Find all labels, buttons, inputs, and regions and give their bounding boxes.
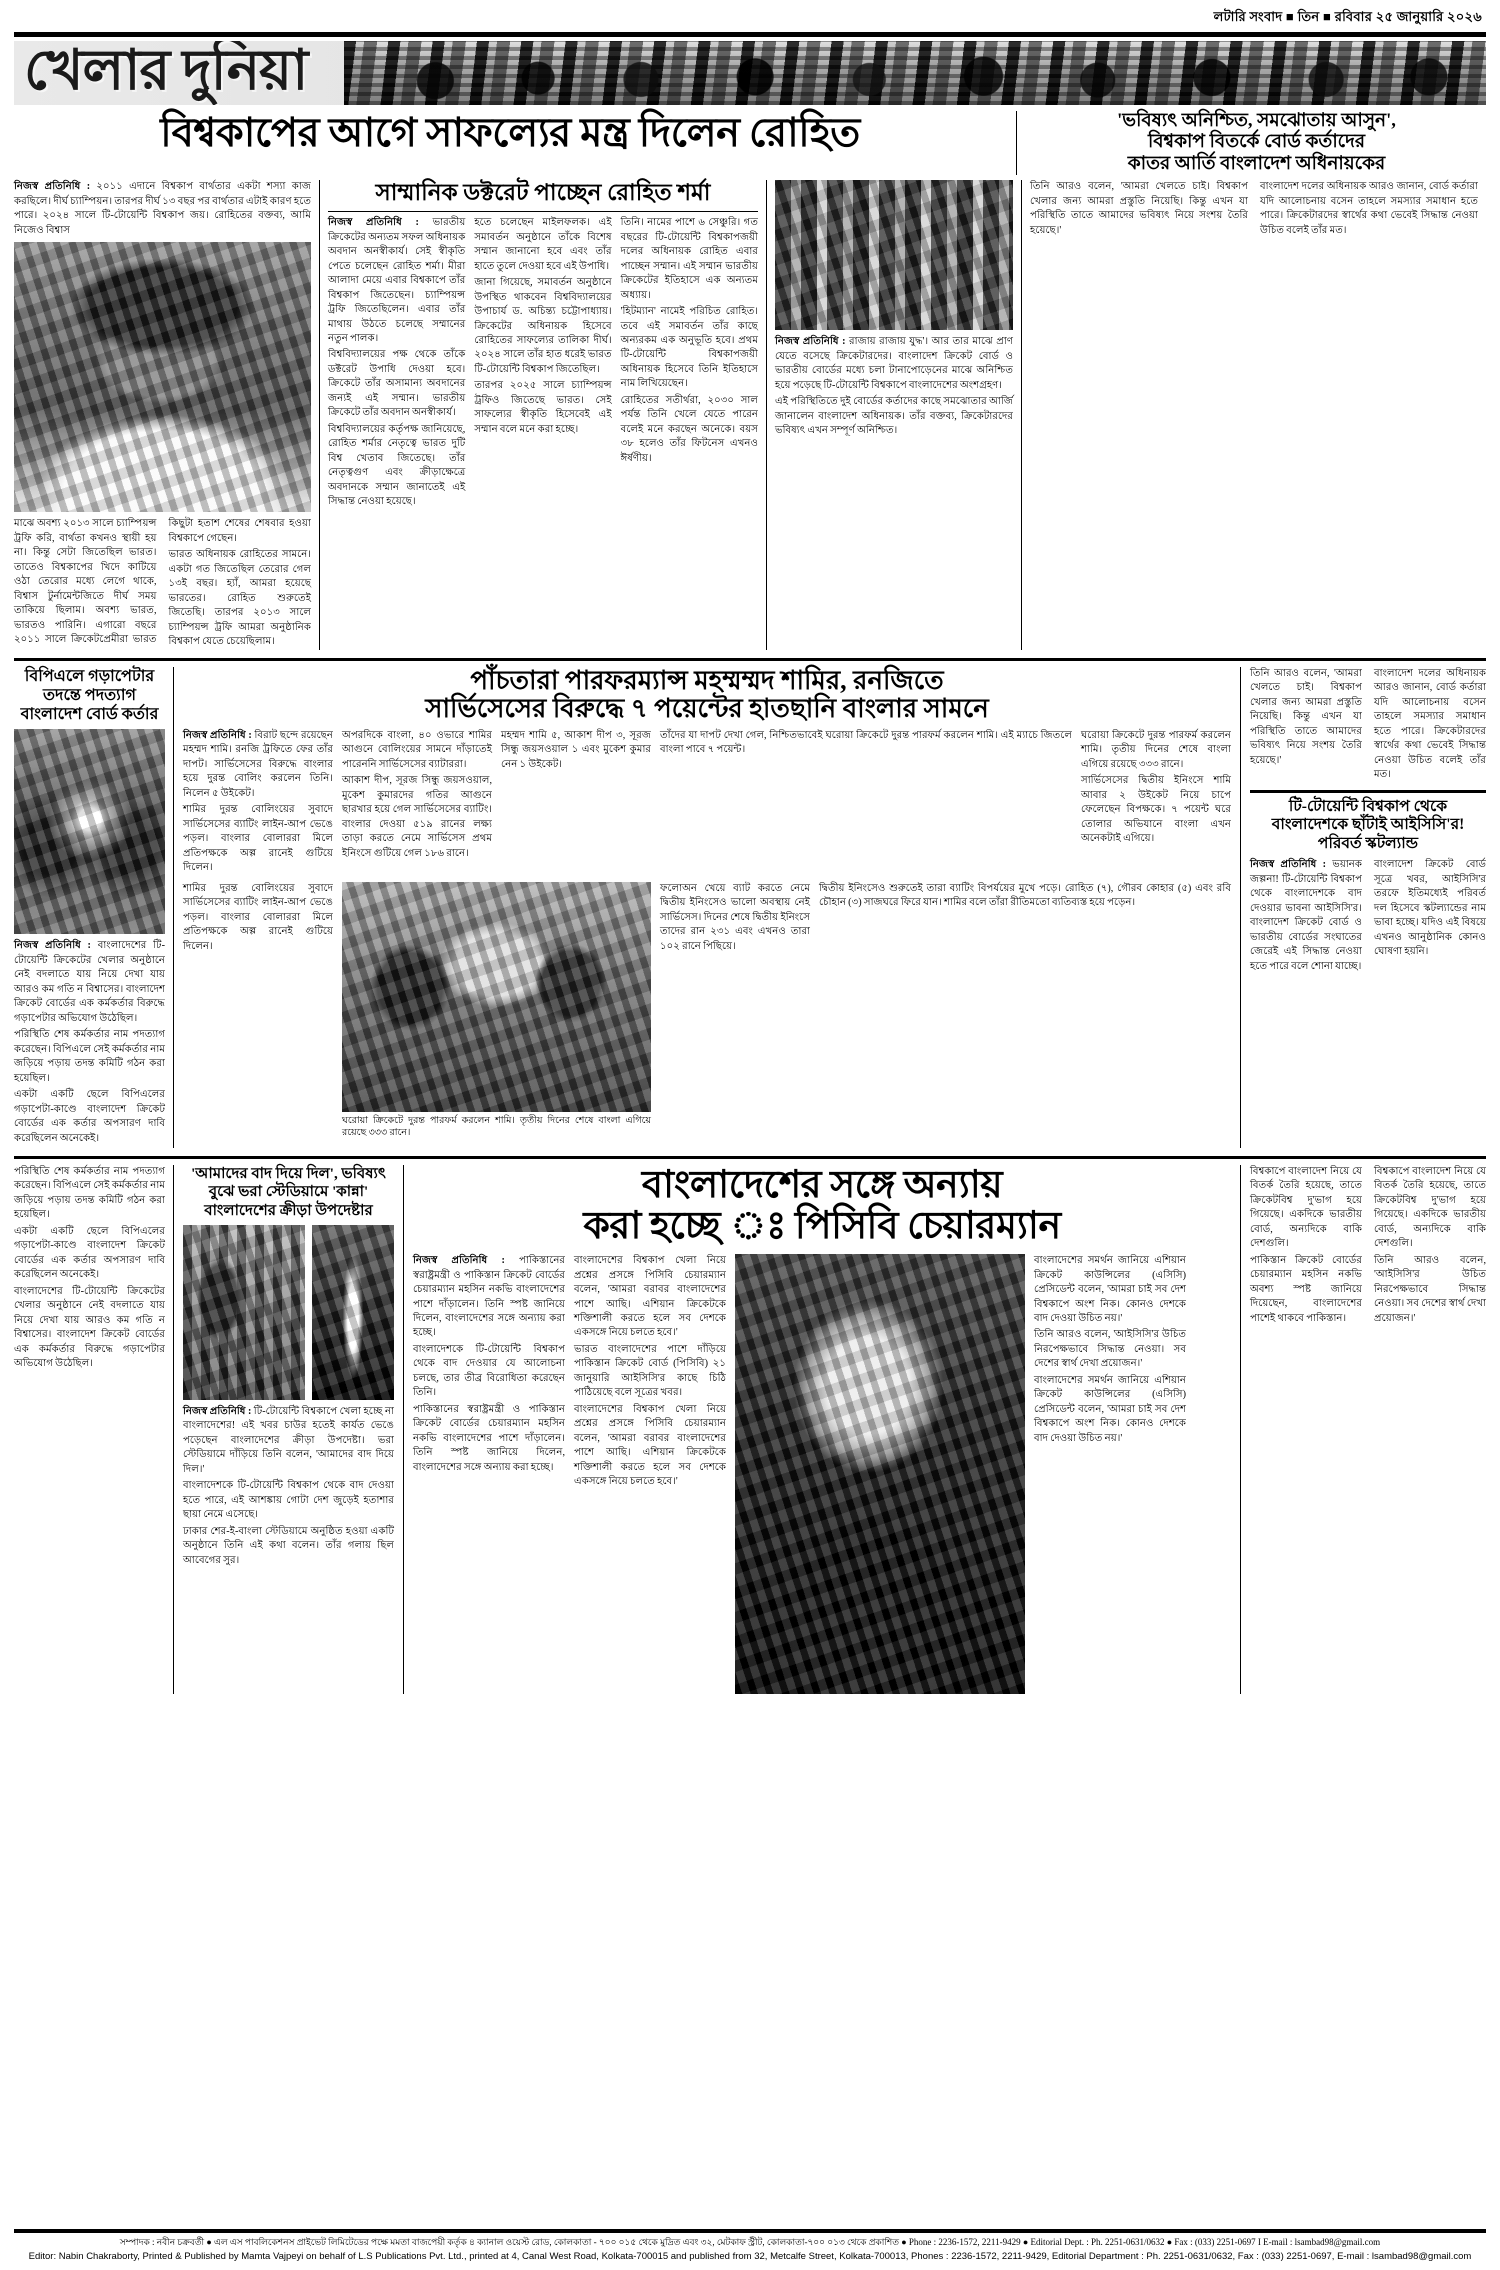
bpl-body-2: একটা একটি ছেলে বিপিএলের গড়াপেটা-কাণ্ডে বাংলাদেশ ক্রিকেট বোর্ডের এক কর্তার অপসারণ দাবি করেছিলেন অনেকেই। xyxy=(14,1089,165,1144)
bpl-cont-2: বাংলাদেশের টি-টোয়েন্টি ক্রিকেটের খেলার অনুষ্ঠানে নেই বদলাতে যায় নিয়ে দেখা যায় আরও কম গতি ন বিশ্বাসের। বাংলাদেশ ক্রিকেট বোর্ডের এক কর্মকর্তার বিরুদ্ধে গড়াপেটার অভিযোগ উঠেছিল। xyxy=(14,1285,165,1370)
worldcup-trophy-photo xyxy=(312,1225,394,1400)
pcb-c1-p2: বাংলাদেশের বিশ্বকাপ খেলা নিয়ে প্রশ্নের প্রসঙ্গে পিসিবি চেয়ারম্যান বলেন, 'আমরা বরাবর বাংলাদেশের পাশে আছি। এশিয়ান ক্রিকেটকে শক্তিশালী করতে হলে সব দেশকে একসঙ্গে নিয়ে চলতে হবে।' xyxy=(574,1403,726,1488)
right-quote-c0-p1: এই পরিস্থিতিতে দুই বোর্ডের কর্তাদের কাছে সমঝোতার আর্জি জানালেন বাংলাদেশ অধিনায়ক। তাঁর বক্তব্য, ক্রিকেটারদের ভবিষ্যৎ এখন সম্পূর্ণ অনিশ্চিত। xyxy=(775,396,1013,437)
shami-c0-p1: শামির দুরন্ত বোলিংয়ের সুবাদে সার্ভিসেসের ব্যাটিং লাইন-আপ ভেঙে পড়ল। বাংলার বোলাররা মিলে প্রতিপক্ষকে অল্প রানেই গুটিয়ে দিলেন। xyxy=(183,804,333,874)
doctorate-c0-p0: ভারতীয় ক্রিকেটের অন্যতম সফল অধিনায়ক অবদান অনস্বীকার্য। সেই স্বীকৃতি পেতে চলেছেন রোহিত শর্মা। মীরা আলাদা মেয়ে এবার বিশ্বকাপে তাঁর বিশ্বকাপ জিতেছেন। চ্যাম্পিয়ন্স ট্রফি জিতেছিলেন। এবার তাঁর মাথায় উঠতে চলেছে সম্মানের নতুন পালক। xyxy=(328,217,466,344)
right-quote-c1-p1: বাংলাদেশ দলের অধিনায়ক আরও জানান, বোর্ড কর্তারা যদি আলোচনায় বসেন তাহলে সমস্যার সমাধান হতে পারে। ক্রিকেটারদের স্বার্থের কথা ভেবেই সিদ্ধান্ত নেওয়া উচিত বলেই তাঁর মত। xyxy=(1260,181,1478,236)
advisor-byline: নিজস্ব প্রতিনিধি : xyxy=(183,1405,252,1417)
advisor-story xyxy=(174,1165,404,1694)
pcb-col-0 xyxy=(413,1254,565,1694)
pcb-col-2 xyxy=(1034,1254,1186,1694)
pcb-c1-p1: ভারত বাংলাদেশের পাশে দাঁড়িয়ে পাকিস্তান ক্রিকেট বোর্ড (পিসিবি) ২১ জানুয়ারি আইসিসি'র কাছে চিঠি পাঠিয়েছে বলে সূত্রের খবর। xyxy=(574,1343,726,1399)
pcb-c0-p2: পাকিস্তানের স্বরাষ্ট্রমন্ত্রী ও পাকিস্তান ক্রিকেট বোর্ডের চেয়ারম্যান মহসিন নকভি বাংলাদেশের পাশে দাঁড়ালেন। তিনি স্পষ্ট জানিয়ে দিলেন, বাংলাদেশের সঙ্গে অন্যায় করা হচ্ছে। xyxy=(413,1403,565,1473)
advisor-headline-line2: বুঝে ভরা স্টেডিয়ামে 'কান্না' xyxy=(208,1184,369,1201)
lead-body-0: মাঝে অবশ্য ২০১৩ সালে চ্যাম্পিয়ন্স ট্রফি করি, বার্থতা কখনও স্থায়ী হয় না। কিন্তু সেটা জিতেছিল ভারত। তাতেও বিশ্বকাপের খিদে কাটিয়ে ওঠা তেরোর মধ্যে লেগে থাকে, বিশ্বাস টুর্নামেন্টজিতে দীর্ঘ সময় তাকিয়ে ছিলাম। অবশ্য ভারত, ভারতও পারিনি। এগারো বছরে ২০১১ সালে ক্রিকেটপ্রেমীরা ভারত কিছুটা হতাশ শেষের শেষবার হওয়া বিশ্বকাপে গেছেন। xyxy=(14,518,311,646)
doctorate-c0-p1: বিশ্ববিদ্যালয়ের পক্ষ থেকে তাঁকে ডক্টরেট উপাধি দেওয়া হবে। ক্রিকেটে তাঁর অসামান্য অবদানের জন্যই এই সম্মান। ভারতীয় ক্রিকেটে তাঁর অবদান অনস্বীকার্য। xyxy=(328,349,466,419)
bottom-left-column xyxy=(14,1165,174,1694)
dateline: লটারি সংবাদ ■ তিন ■ রবিবার ২৫ জানুয়ারি ২০২৬ xyxy=(1213,9,1482,24)
shami-c2-extra: ফলোঅন খেয়ে ব্যাট করতে নেমে দ্বিতীয় ইনিংসেও ভালো অবস্থায় নেই সার্ভিসেস। দিনের শেষে দ্বিতীয় ইনিংসে তাদের রান ২৩১ এবং এখনও তারা ১০২ রানে পিছিয়ে। xyxy=(660,882,810,952)
doctorate-story-column xyxy=(319,180,767,649)
shami-c0-p0: বিরাট ছন্দে রয়েছেন মহম্মদ শামি। রনজি ট্রফিতে ফের তাঁর দাপট। সার্ভিসেসের বিরুদ্ধে বাংলার হয়ে দুরন্ত বোলিং করলেন তিনি। নিলেন ৫ উইকেট। xyxy=(183,729,333,799)
t20-body-1: বাংলাদেশ ক্রিকেট বোর্ড সূত্রে খবর, আইসিসি'র তরফে ইতিমধ্যেই পরিবর্ত দল হিসেবে স্কটল্যান্ডের নাম ভাবা হচ্ছে। যদিও এই বিষয়ে এখনও আনুষ্ঠানিক কোনও ঘোষণা হয়নি। xyxy=(1374,859,1486,958)
doctorate-c1-p0: হতে চলেছেন মাইলফলক। এই সমাবর্তন অনুষ্ঠানে তাঁকে বিশেষ সম্মান জানানো হবে এবং তাঁর হাতে তুলে দেওয়া হবে এই উপাধি। xyxy=(474,217,612,272)
shami-col-1 xyxy=(342,729,492,878)
pcb-far-right-column xyxy=(1240,1165,1486,1694)
shami-story xyxy=(174,667,1240,1148)
shami-c3-p0: তাঁদের যা দাপট দেখা গেল, নিশ্চিতভাবেই ঘরোয়া ক্রিকেটে দুরন্ত পারফর্ম করলেন শামি। এই ম্যাচে জিতলে বাংলা পাবে ৭ পয়েন্ট। xyxy=(660,729,1072,756)
shami-col-3 xyxy=(660,729,1072,774)
footer-bengali: সম্পাদক : নবীন চক্রবর্তী ● এল এস পাবলিকেশনস প্রাইভেট লিমিটেডের পক্ষে মমতা বাজপেয়ী কর্তৃক ৪ ক্যানাল ওয়েস্ট রোড, কোলকাতা - ৭০০ ০১৫ থেকে মুদ্রিত এবং ৩২, মেটকাফ স্ট্রীট, কোলকাতা-৭০০ ০১৩ থেকে প্রকাশিত ● Phone : 2236-1572, 2211-9429 ● Editorial Dept. : Ph. 2251-0631/0632 ● Fax : (033) 2251-0697 I E-mail : lsambad98@gmail.com xyxy=(119,2237,1381,2248)
shami-c0-extra: শামির দুরন্ত বোলিংয়ের সুবাদে সার্ভিসেসের ব্যাটিং লাইন-আপ ভেঙে পড়ল। বাংলার বোলাররা মিলে প্রতিপক্ষকে অল্প রানেই গুটিয়ে দিলেন। xyxy=(183,882,333,952)
bpl-byline: নিজস্ব প্রতিনিধি : xyxy=(14,940,91,952)
bpl-sidebar xyxy=(14,667,174,1148)
advisor-headline-line3: বাংলাদেশের ক্রীড়া উপদেষ্টার xyxy=(204,1202,373,1219)
lead-story-column xyxy=(14,180,319,649)
shami-c4-p0: ঘরোয়া ক্রিকেটে দুরন্ত পারফর্ম করলেন শামি। তৃতীয় দিনের শেষে বাংলা এগিয়ে রয়েছে ৩৩৩ রানে। xyxy=(1081,729,1231,770)
t20-sidebar-rule xyxy=(1250,790,1486,975)
pcb-photo-block xyxy=(735,1254,1025,1694)
bpl-cont-1: একটা একটি ছেলে বিপিএলের গড়াপেটা-কাণ্ডে বাংলাদেশ ক্রিকেট বোর্ডের এক কর্তার অপসারণ দাবি করেছিলেন অনেকেই। xyxy=(14,1225,165,1281)
shami-byline: নিজস্ব প্রতিনিধি : xyxy=(183,729,252,741)
pcb-col-1 xyxy=(574,1254,726,1694)
bpl-cont-0: পরিস্থিতি শেষ কর্মকর্তার নাম পদত্যাগ করেছেন। বিপিএলে সেই কর্মকর্তার নাম জড়িয়ে পড়ায় তদন্ত কমিটি গঠন করা হয়েছিল। xyxy=(14,1166,165,1221)
footer-english: Editor: Nabin Chakraborty, Printed & Published by Mamta Vajpeyi on behalf of L.S Publications Pvt. Ltd., printed at 4, Canal West Road, Kolkata-700015 and published from 32, Metcalfe Street, Kolkata-700013, Phones : 2236-1572, 2211-9429, Editorial Department : Ph. 2251-0631/0632, Fax : (033) 2251-0697, E-mail : lsambad98@gmail.com xyxy=(28,2250,1472,2262)
shami-c4-p1: সার্ভিসেসের দ্বিতীয় ইনিংসে শামি আবার ২ উইকেট নিয়ে চাপে ফেলেছেন বিপক্ষকে। ৭ পয়েন্ট ঘরে তোলার অভিযানে বাংলা এখন অনেকটাই এগিয়ে। xyxy=(1081,775,1231,845)
bpl-trophy-photo xyxy=(14,729,165,934)
shami-col-4 xyxy=(1081,729,1231,878)
pcb-c0-p0: পাকিস্তানের স্বরাষ্ট্রমন্ত্রী ও পাকিস্তান ক্রিকেট বোর্ডের চেয়ারম্যান মহসিন নকভি বাংলাদেশের পাশে দাঁড়ালেন। তিনি স্পষ্ট জানিয়ে দিলেন, বাংলাদেশের সঙ্গে অন্যায় করা হচ্ছে। xyxy=(413,1255,566,1339)
doctorate-c2-p0: তিনি। নামের পাশে ৬ সেঞ্চুরি। গত বছরের টি-টোয়েন্টি বিশ্বকাপজয়ী দলের অধিনায়ক রোহিত এবার পাচ্ছেন সম্মান। এই সম্মান ভারতীয় ক্রিকেটের ইতিহাসে এক অন্যতম অধ্যায়। xyxy=(620,217,758,301)
bpl-headline: বিপিএলে গড়াপেটার তদন্তে পদত্যাগ বাংলাদেশ বোর্ড কর্তার xyxy=(20,667,159,724)
right-quote-c1-p0: তিনি আরও বলেন, 'আমরা খেলতে চাই। বিশ্বকাপ খেলার জন্য আমরা প্রস্তুতি নিয়েছি। কিন্তু এখন যা পরিস্থিতি তাতে আমাদের ভবিষ্যৎ নিয়ে সংশয় তৈরি হয়েছে।' xyxy=(1030,181,1248,236)
pcb-c3-p1: পাকিস্তান ক্রিকেট বোর্ডের চেয়ারম্যান মহসিন নকভি অবশ্য স্পষ্ট জানিয়ে দিয়েছেন, বাংলাদেশের পাশেই থাকবে পাকিস্তান। xyxy=(1250,1254,1362,1324)
pcb-byline: নিজস্ব প্রতিনিধি : xyxy=(413,1255,505,1267)
dateline-rule xyxy=(14,32,1486,37)
bangladesh-team-photo xyxy=(775,180,1013,330)
pcb-c0-p1: বাংলাদেশকে টি-টোয়েন্টি বিশ্বকাপ থেকে বাদ দেওয়ার যে আলোচনা চলছে, তার তীব্র বিরোধিতা করেছেন তিনি। xyxy=(413,1343,565,1399)
t20-headline: টি-টোয়েন্টি বিশ্বকাপ থেকে বাংলাদেশকে ছাঁটাই আইসিসি'র! পরিবর্ত স্কটল্যান্ড xyxy=(1271,797,1465,852)
shami-headline-line2: সার্ভিসেসের বিরুদ্ধে ৭ পয়েন্টের হাতছানি বাংলার সামনে xyxy=(425,693,989,723)
t20-byline: নিজস্ব প্রতিনিধি : xyxy=(1250,859,1326,871)
shami-photo-caption: ঘরোয়া ক্রিকেটে দুরন্ত পারফর্ম করলেন শামি। তৃতীয় দিনের শেষে বাংলা এগিয়ে রয়েছে ৩৩৩ রানে। xyxy=(342,1115,651,1139)
shami-col-2 xyxy=(501,729,651,774)
masthead-banner-photo xyxy=(344,41,1486,105)
right-quote-headline-line3: কাতর আর্তি বাংলাদেশ অধিনায়কের xyxy=(1127,153,1386,174)
masthead xyxy=(14,41,1486,105)
doctorate-rule xyxy=(328,211,758,212)
pcb-c2-p1: তিনি আরও বলেন, 'আইসিসি'র উচিত নিরপেক্ষভাবে সিদ্ধান্ত নেওয়া। সব দেশের স্বার্থ দেখা প্রয়োজন।' xyxy=(1034,1329,1186,1370)
bpl-body-1: পরিস্থিতি শেষ কর্মকর্তার নাম পদত্যাগ করেছেন। বিপিএলে সেই কর্মকর্তার নাম জড়িয়ে পড়ায় তদন্ত কমিটি গঠন করা হয়েছিল। xyxy=(14,1029,165,1084)
right-quote-headline-line2: বিশ্বকাপ বিতর্কে বোর্ড কর্তাদের xyxy=(1147,132,1366,153)
shami-c2-p0: মহম্মদ শামি ৫, আকাশ দীপ ৩, সূরজ সিন্ধু জয়সওয়াল ১ এবং মুকেশ কুমার নেন ১ উইকেট। xyxy=(501,729,651,770)
lead-intro: ২০১১ এদানে বিশ্বকাপ বার্থতার একটা শস্যা কাজ করছিলে। দীর্ঘ চ্যাম্পিয়ন। তারপর দীর্ঘ ১৩ বছর পর বার্থতার এটাই কারণ হতে পারে। ২০২৪ সালে টি-টোয়েন্টি বিশ্বকাপ জয়। রোহিতের বক্তব্য, আমি নিজেও বিশ্বাস xyxy=(14,181,311,236)
doctorate-headline: সাম্মানিক ডক্টরেট পাচ্ছেন রোহিত শর্মা xyxy=(375,180,711,206)
advisor-body-2: ঢাকার শের-ই-বাংলা স্টেডিয়ামে অনুষ্ঠিত হওয়া একটি অনুষ্ঠানে তিনি এই কথা বলেন। তাঁর গলায় ছিল আবেগের সুর। xyxy=(183,1525,394,1566)
shami-c1-p1: আকাশ দীপ, সূরজ সিন্ধু জয়সওয়াল, মুকেশ কুমারদের গতির আগুনে ছারখার হয়ে গেল সার্ভিসেসের ব্যাটিং। বাংলার দেওয়া ৫১৯ রানের লক্ষ্য তাড়া করতে নেমে সার্ভিসেস প্রথম ইনিংসে গুটিয়ে গেল ১৮৬ রানে। xyxy=(342,775,492,859)
shami-photo-block xyxy=(501,729,1072,878)
pcb-headline-line1: বাংলাদেশের সঙ্গে অন্যায় xyxy=(641,1164,1003,1206)
advisor-headline-line1: 'আমাদের বাদ দিয়ে দিল', ভবিষ্যৎ xyxy=(191,1166,386,1182)
lead-byline: নিজস্ব প্রতিনিধি : xyxy=(14,181,91,193)
lead-headline: বিশ্বকাপের আগে সাফল্যের মন্ত্র দিলেন রোহিত xyxy=(160,110,860,155)
shami-c3-extra: দ্বিতীয় ইনিংসেও শুরুতেই তারা ব্যাটিং বিপর্যয়ের মুখে পড়ে। রোহিত (৭), গৌরব কোহার (৫) এবং রবি চৌহান (৩) সাজঘরে ফিরে যান। শামির বলে তাঁরা রীতিমতো ব্যতিব্যস্ত হয়ে পড়েন। xyxy=(819,882,1231,909)
doctorate-c2-p1: 'হিটম্যান' নামেই পরিচিত রোহিত। তবে এই সমাবর্তন তাঁর কাছে অন্যরকম এক অনুভূতি হবে। প্রথম টি-টোয়েন্টি বিশ্বকাপজয়ী অধিনায়ক হিসেবে তিনি ইতিহাসে নাম লিখিয়েছেন। xyxy=(620,306,758,390)
pcb-chairman-photo xyxy=(735,1254,1025,1694)
right-quote-headline-line1: 'ভবিষ্যৎ অনিশ্চিত, সমঝোতায় আসুন', xyxy=(1117,111,1396,131)
doctorate-c2-p2: রোহিতের সতীর্থরা, ২০৩০ সাল পর্যন্ত তিনি খেলে যেতে পারেন বলেই মনে করছেন অনেকে। বয়স ৩৮ হলেও তাঁর ফিটনেস এখনও ঈর্ষণীয়। xyxy=(620,394,758,464)
pcb-c3-p2: বিশ্বকাপে বাংলাদেশ নিয়ে যে বিতর্ক তৈরি হয়েছে, তাতে ক্রিকেটবিশ্ব দু'ভাগ হয়ে গিয়েছে। একদিকে ভারতীয় বোর্ড, অন্যদিকে বাকি দেশগুলি। xyxy=(1374,1166,1486,1250)
masthead-title: খেলার দুনিয়া xyxy=(24,41,308,102)
doctorate-byline: নিজস্ব প্রতিনিধি : xyxy=(328,217,419,229)
bpl-body-0: বাংলাদেশের টি-টোয়েন্টি ক্রিকেটের খেলার অনুষ্ঠানে নেই বদলাতে যায় নিয়ে দেখা যায় আরও কম গতি ন বিশ্বাসের। বাংলাদেশ ক্রিকেট বোর্ডের এক কর্মকর্তার বিরুদ্ধে গড়াপেটার অভিযোগ উঠেছিল। xyxy=(14,940,165,1024)
right-quote-column-2 xyxy=(1022,180,1478,649)
shami-c1-p0: অপরদিকে বাংলা, ৪০ ওভারে শামির আগুনে বোলিংয়ের সামনে দাঁড়াতেই পারেননি সার্ভিসেসের ব্যাটাররা। xyxy=(342,729,492,770)
pcb-c2-p2: বাংলাদেশের সমর্থন জানিয়ে এশিয়ান ক্রিকেট কাউন্সিলের (এসিসি) প্রেসিডেন্ট বলেন, 'আমরা চাই সব দেশ বিশ্বকাপে অংশ নিক। কোনও দেশকে বাদ দেওয়া উচিত নয়।' xyxy=(1034,1374,1186,1444)
doctorate-c1-p1: জানা গিয়েছে, সমাবর্তন অনুষ্ঠানে উপস্থিত থাকবেন বিশ্ববিদ্যালয়ের উপাচার্য ড. অচিন্ত্য চট্টোপাধ্যায়। ক্রিকেটের অধিনায়ক হিসেবে রোহিতের সাফল্যের তালিকা দীর্ঘ। ২০২৪ সালে তাঁর হাত ধরেই ভারত টি-টোয়েন্টি বিশ্বকাপ জিতেছিল। xyxy=(474,277,612,375)
pcb-story xyxy=(404,1165,1240,1694)
right-quote-c0-p0: রাজায় রাজায় যুদ্ধ'। আর তার মাঝে প্রাণ যেতে বসেছে ক্রিকেটারদের। বাংলাদেশ ক্রিকেট বোর্ড ও ভারতীয় বোর্ডের মধ্যে চলা টানাপোড়েনের মাঝে অনিশ্চিত হয়ে পড়েছে টি-টোয়েন্টি বিশ্বকাপে বাংলাদেশের অংশগ্রহণ। xyxy=(775,336,1013,391)
doctorate-c1-p2: তারপর ২০২৫ সালে চ্যাম্পিয়ন্স ট্রফিও জিতেছে ভারত। সেই সাফল্যের স্বীকৃতি হিসেবেই এই সম্মান বলে মনে করা হচ্ছে। xyxy=(474,380,612,435)
middle-band xyxy=(14,658,1486,1148)
rq-extra-1: বাংলাদেশ দলের অধিনায়ক আরও জানান, বোর্ড কর্তারা যদি আলোচনায় বসেন তাহলে সমস্যার সমাধান হতে পারে। ক্রিকেটারদের স্বার্থের কথা ভেবেই সিদ্ধান্ত নেওয়া উচিত বলেই তাঁর মত। xyxy=(1374,667,1486,781)
rq-extra-0: তিনি আরও বলেন, 'আমরা খেলতে চাই। বিশ্বকাপ খেলার জন্য আমরা প্রস্তুতি নিয়েছি। কিন্তু এখন যা পরিস্থিতি তাতে আমাদের ভবিষ্যৎ নিয়ে সংশয় তৈরি হয়েছে।' xyxy=(1250,667,1362,766)
shami-celebration-photo xyxy=(342,882,651,1112)
pcb-c3-p0: বিশ্বকাপে বাংলাদেশ নিয়ে যে বিতর্ক তৈরি হয়েছে, তাতে ক্রিকেটবিশ্ব দু'ভাগ হয়ে গিয়েছে। একদিকে ভারতীয় বোর্ড, অন্যদিকে বাকি দেশগুলি। xyxy=(1250,1166,1362,1250)
t20-body-0: ভয়ানক জল্পনা! টি-টোয়েন্টি বিশ্বকাপ থেকে বাংলাদেশকে বাদ দেওয়ার ভাবনা আইসিসি'র। বাংলাদেশ ক্রিকেট বোর্ড ও ভারতীয় বোর্ডের সংঘাতের জেরেই এই সিদ্ধান্ত নেওয়া হতে পারে বলে শোনা যাচ্ছে। xyxy=(1250,859,1362,972)
advisor-body-1: বাংলাদেশকে টি-টোয়েন্টি বিশ্বকাপ থেকে বাদ দেওয়া হতে পারে, এই আশঙ্কায় গোটা দেশ জুড়েই হতাশার ছায়া নেমে এসেছে। xyxy=(183,1480,394,1521)
pcb-headline-line2: করা হচ্ছে ঃ পিসিবি চেয়ারম্যান xyxy=(583,1205,1061,1248)
top-content-area xyxy=(14,180,1486,649)
doctorate-c0-p2: বিশ্ববিদ্যালয়ের কর্তৃপক্ষ জানিয়েছে, রোহিত শর্মার নেতৃত্বে ভারত দুটি বিশ্ব খেতাব জিতেছে। তাঁর নেতৃত্বগুণ এবং ক্রীড়াক্ষেত্রে অবদানকে সম্মান জানাতেই এই সিদ্ধান্ত নেওয়া হয়েছে। xyxy=(328,423,466,508)
right-quote-column xyxy=(767,180,1022,649)
right-quote-byline: নিজস্ব প্রতিনিধি : xyxy=(775,336,846,348)
page-footer xyxy=(14,2229,1486,2264)
shami-col-0 xyxy=(183,729,333,878)
pcb-c2-p0: বাংলাদেশের সমর্থন জানিয়ে এশিয়ান ক্রিকেট কাউন্সিলের (এসিসি) প্রেসিডেন্ট বলেন, 'আমরা চাই সব দেশ বিশ্বকাপে অংশ নিক। কোনও দেশকে বাদ দেওয়া উচিত নয়।' xyxy=(1034,1255,1186,1324)
advisor-body-0: টি-টোয়েন্টি বিশ্বকাপে খেলা হচ্ছে না বাংলাদেশের! এই খবর চাউর হতেই কার্যত ভেঙে পড়েছেন বাংলাদেশের ক্রীড়া উপদেষ্টা। ভরা স্টেডিয়ামে দাঁড়িয়ে তিনি বলেন, 'আমাদের বাদ দিয়ে দিল।' xyxy=(183,1405,394,1475)
t20-sidebar xyxy=(1240,667,1486,1148)
shami-headline-line1: পাঁচতারা পারফরম্যান্স মহম্মম্মদ শামির, রনজিতে xyxy=(470,665,944,695)
advisor-press-photo xyxy=(183,1225,305,1400)
rohit-sharma-photo xyxy=(14,242,311,512)
pcb-c3-p3: তিনি আরও বলেন, 'আইসিসি'র উচিত নিরপেক্ষভাবে সিদ্ধান্ত নেওয়া। সব দেশের স্বার্থ দেখা প্রয়োজন।' xyxy=(1374,1254,1486,1324)
lead-body-1: ভারত অধিনায়ক রোহিতের সামনে। একটা গত জিতেছিল তেরোর গেল ১৩ই বছর। হ্যাঁ, আমরা হয়েছে ভারতের। রোহিত শুরুতেই জিতেছি। তারপর ২০১৩ সালে চ্যাম্পিয়ন্স ট্রফি আমরা অনুষ্ঠানিক বিশ্বকাপ যেতে চেয়েছিলাম। xyxy=(168,549,311,648)
bottom-band xyxy=(14,1156,1486,1694)
pcb-c1-p0: বাংলাদেশের বিশ্বকাপ খেলা নিয়ে প্রশ্নের প্রসঙ্গে পিসিবি চেয়ারম্যান বলেন, 'আমরা বরাবর বাংলাদেশের পাশে আছি। এশিয়ান ক্রিকেটকে শক্তিশালী করতে হলে সব দেশকে একসঙ্গে নিয়ে চলতে হবে।' xyxy=(574,1255,726,1339)
footer-rule xyxy=(14,2229,1486,2233)
